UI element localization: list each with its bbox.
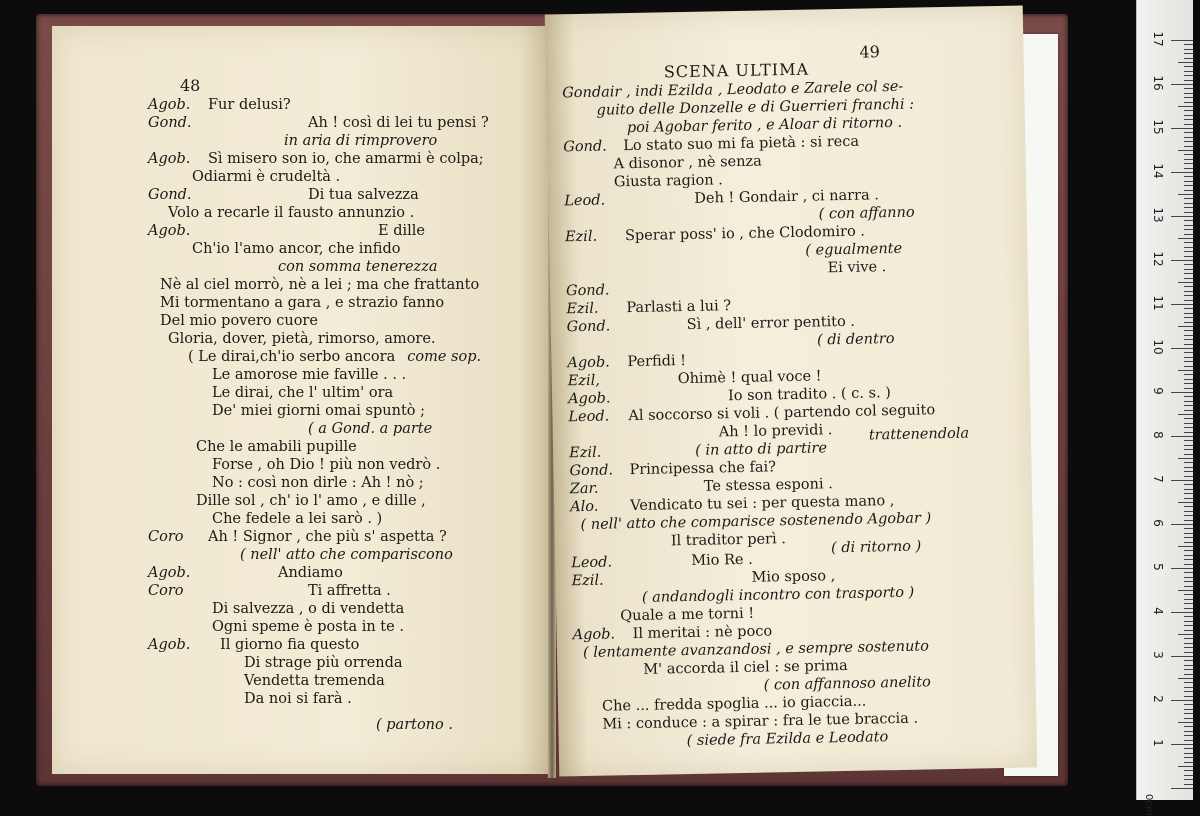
ruler-tick: [1184, 572, 1193, 573]
ruler-tick: [1184, 423, 1193, 424]
ruler-number: 2: [1151, 695, 1165, 703]
ruler-number: 7: [1151, 475, 1165, 483]
ruler-tick: [1184, 616, 1193, 617]
ruler-tick: [1184, 234, 1193, 235]
ruler-tick: [1184, 225, 1193, 226]
left-line: ( partono .: [376, 717, 453, 733]
ruler-tick: [1184, 770, 1193, 771]
ruler-tick: [1184, 559, 1193, 560]
ruler-number: 13: [1151, 207, 1165, 223]
right-speaker: Gond.: [569, 462, 614, 480]
right-speaker: Agob.: [567, 354, 610, 372]
right-line: trattenendola: [868, 425, 970, 444]
ruler-tick: [1184, 110, 1193, 111]
ruler-tick: [1184, 731, 1193, 732]
ruler-tick: [1178, 106, 1193, 107]
ruler-tick: [1184, 71, 1193, 72]
ruler-tick: [1184, 674, 1193, 675]
ruler-tick: [1184, 718, 1193, 719]
ruler-tick: [1184, 489, 1193, 490]
right-line: Giusta ragion .: [613, 172, 723, 191]
ruler-tick: [1184, 242, 1193, 243]
right-line: Sì , dell' error pentito .: [686, 313, 856, 333]
ruler-number: 4: [1151, 607, 1165, 615]
right-speaker: Agob.: [567, 390, 611, 408]
ruler-tick: [1184, 278, 1193, 279]
ruler-tick: [1178, 326, 1193, 327]
right-line: Lo stato suo mi fa pietà : si reca: [623, 133, 860, 155]
ruler-tick: [1184, 682, 1193, 683]
ruler-tick: [1178, 194, 1193, 195]
left-page: [52, 26, 550, 774]
ruler-tick: [1184, 396, 1193, 397]
ruler-tick: [1184, 647, 1193, 648]
left-line: Le amorose mie faville . . .: [212, 367, 407, 383]
right-speaker: Leod.: [571, 554, 613, 572]
ruler-number: 10: [1151, 339, 1165, 355]
ruler-tick: [1184, 704, 1193, 705]
right-speaker: Gond.: [566, 318, 611, 336]
ruler-tick: [1184, 132, 1193, 133]
ruler-tick: [1171, 700, 1193, 701]
ruler-tick: [1178, 766, 1193, 767]
left-line: Le dirai, che l' ultim' ora: [212, 385, 394, 401]
right-line: poi Agobar ferito , e Aloar di ritorno .: [626, 114, 903, 137]
ruler-tick: [1184, 449, 1193, 450]
right-line: ( egualmente: [805, 240, 903, 259]
ruler-tick: [1184, 498, 1193, 499]
right-line: Che ... fredda spoglia ... io giaccia...: [601, 693, 867, 715]
ruler-tick: [1178, 458, 1193, 459]
ruler-tick: [1184, 383, 1193, 384]
ruler-number: 8: [1151, 431, 1165, 439]
ruler-tick: [1184, 66, 1193, 67]
ruler-tick: [1184, 564, 1193, 565]
page-number-left: 48: [180, 76, 201, 95]
right-line: ( siede fra Ezilda e Leodato: [686, 729, 889, 750]
ruler-tick: [1184, 427, 1193, 428]
ruler-tick: [1178, 238, 1193, 239]
ruler-tick: [1184, 665, 1193, 666]
left-speaker: Agob.: [148, 223, 191, 239]
ruler-tick: [1184, 388, 1193, 389]
ruler-tick: [1184, 520, 1193, 521]
ruler-number: 16: [1151, 75, 1165, 91]
ruler-tick: [1171, 84, 1193, 85]
ruler-tick: [1184, 93, 1193, 94]
scene-heading: SCENA ULTIMA: [663, 59, 810, 82]
left-line: in aria di rimprovero: [284, 133, 438, 149]
ruler-tick: [1184, 533, 1193, 534]
right-line: Quale a me torni !: [620, 605, 755, 625]
ruler-tick: [1184, 462, 1193, 463]
ruler-tick: [1184, 748, 1193, 749]
ruler-tick: [1178, 370, 1193, 371]
ruler-tick: [1184, 753, 1193, 754]
ruler-tick: [1184, 313, 1193, 314]
right-line: Parlasti a lui ?: [626, 298, 732, 317]
ruler-tick: [1184, 53, 1193, 54]
left-speaker: Agob.: [148, 151, 191, 167]
ruler-tick: [1184, 586, 1193, 587]
ruler-tick: [1184, 506, 1193, 507]
ruler-tick: [1184, 630, 1193, 631]
left-line: Odiarmi è crudeltà .: [192, 169, 341, 185]
ruler-tick: [1184, 542, 1193, 543]
page-number-right: 49: [859, 42, 881, 62]
left-speaker: Gond.: [148, 187, 192, 203]
ruler-tick: [1184, 687, 1193, 688]
ruler-tick: [1184, 198, 1193, 199]
left-line: De' miei giorni omai spuntò ;: [212, 403, 426, 419]
ruler-tick: [1171, 744, 1193, 745]
ruler-tick: [1171, 172, 1193, 173]
ruler-tick: [1171, 524, 1193, 525]
right-line: Principessa che fai?: [629, 459, 777, 479]
right-line: Ah ! lo previdi .: [718, 422, 833, 441]
ruler-tick: [1184, 44, 1193, 45]
left-line: ( nell' atto che compariscono: [240, 547, 453, 563]
ruler-tick: [1184, 88, 1193, 89]
left-line: Che fedele a lei sarò . ): [212, 511, 383, 527]
ruler-tick: [1178, 590, 1193, 591]
right-speaker: Gond.: [563, 138, 607, 156]
right-line: Il traditor perì .: [670, 531, 787, 550]
right-speaker: Ezil,: [567, 372, 601, 390]
right-line: Mio sposo ,: [751, 568, 836, 586]
right-line: Deh ! Gondair , ci narra .: [694, 187, 880, 207]
ruler-tick: [1184, 608, 1193, 609]
ruler-tick: [1184, 190, 1193, 191]
ruler-tick: [1184, 691, 1193, 692]
ruler-tick: [1184, 137, 1193, 138]
ruler-tick: [1184, 379, 1193, 380]
ruler-tick: [1184, 621, 1193, 622]
right-line: ( in atto di partire: [694, 440, 828, 459]
left-line: Ch'io l'amo ancor, che infido: [192, 241, 401, 257]
ruler-tick: [1171, 656, 1193, 657]
right-speaker: Ezil.: [569, 444, 602, 462]
ruler-tick: [1184, 432, 1193, 433]
ruler-tick: [1184, 757, 1193, 758]
ruler-tick: [1171, 392, 1193, 393]
ruler-tick: [1184, 471, 1193, 472]
left-line: Di tua salvezza: [308, 187, 419, 203]
ruler-tick: [1184, 762, 1193, 763]
ruler-tick: [1171, 216, 1193, 217]
left-speaker: Agob.: [148, 565, 191, 581]
ruler-tick: [1184, 696, 1193, 697]
ruler-tick: [1184, 124, 1193, 125]
left-line: Dille sol , ch' io l' amo , e dille ,: [196, 493, 426, 509]
ruler-tick: [1184, 550, 1193, 551]
right-line: A disonor , nè senza: [613, 153, 762, 173]
right-line: Ei vive .: [827, 259, 887, 277]
ruler-tick: [1171, 304, 1193, 305]
left-line: Sì misero son io, che amarmi è colpa;: [208, 151, 484, 167]
ruler-tick: [1184, 440, 1193, 441]
ruler-tick: [1178, 678, 1193, 679]
ruler-tick: [1178, 546, 1193, 547]
ruler-number: 1: [1151, 739, 1165, 747]
ruler-tick: [1184, 295, 1193, 296]
ruler-tick: [1184, 581, 1193, 582]
ruler-number: 12: [1151, 251, 1165, 267]
right-line: guito delle Donzelle e di Guerrieri franchi :: [596, 96, 915, 119]
right-line: ( di ritorno ): [830, 538, 922, 557]
right-line: ( lentamente avanzandosi , e sempre sostenuto: [582, 638, 930, 662]
ruler-unit: 0cm: [1143, 794, 1154, 816]
ruler-tick: [1184, 291, 1193, 292]
ruler-tick: [1184, 660, 1193, 661]
ruler-tick: [1171, 480, 1193, 481]
ruler-tick: [1184, 286, 1193, 287]
ruler-tick: [1178, 634, 1193, 635]
left-line: ( a Gond. a parte: [308, 421, 433, 437]
ruler-tick: [1184, 493, 1193, 494]
right-speaker: Agob.: [572, 626, 616, 644]
ruler-tick: [1184, 361, 1193, 362]
ruler-tick: [1184, 181, 1193, 182]
left-speaker: Agob.: [148, 637, 191, 653]
ruler-tick: [1184, 528, 1193, 529]
ruler-tick: [1184, 229, 1193, 230]
ruler-tick: [1184, 220, 1193, 221]
right-line: Ohimè ! qual voce !: [677, 368, 822, 388]
left-line: con somma tenerezza: [278, 259, 438, 275]
ruler-tick: [1178, 150, 1193, 151]
left-line-tail: come sop.: [407, 349, 482, 365]
ruler-tick: [1184, 273, 1193, 274]
ruler-tick: [1184, 49, 1193, 50]
left-line: Ogni speme è posta in te .: [212, 619, 404, 635]
ruler-tick: [1184, 669, 1193, 670]
ruler-tick: [1184, 511, 1193, 512]
ruler-number: 14: [1151, 163, 1165, 179]
left-line: Ti affretta .: [308, 583, 391, 599]
right-line: Gondair , indi Ezilda , Leodato e Zarele col se-: [562, 78, 904, 102]
left-line: Che le amabili pupille: [196, 439, 357, 455]
right-line: ( con affannoso anelito: [763, 674, 931, 694]
right-speaker: Zar.: [569, 480, 599, 498]
ruler-tick: [1184, 163, 1193, 164]
right-line: M' accorda il ciel : se prima: [643, 657, 848, 678]
ruler-number: 3: [1151, 651, 1165, 659]
ruler-tick: [1184, 317, 1193, 318]
ruler-tick: [1184, 374, 1193, 375]
ruler-tick: [1184, 146, 1193, 147]
right-speaker: Ezil.: [566, 300, 599, 318]
ruler-tick: [1184, 775, 1193, 776]
ruler-tick: [1184, 713, 1193, 714]
left-line: Ah ! Signor , che più s' aspetta ?: [208, 529, 447, 545]
left-line: Forse , oh Dio ! più non vedrò .: [212, 457, 441, 473]
ruler-tick: [1184, 643, 1193, 644]
ruler-tick: [1184, 652, 1193, 653]
left-line: Il giorno fia questo: [220, 637, 360, 653]
ruler-tick: [1184, 269, 1193, 270]
left-line: Vendetta tremenda: [244, 673, 385, 689]
ruler-tick: [1178, 414, 1193, 415]
right-line: ( con affanno: [818, 204, 915, 223]
ruler-tick: [1184, 401, 1193, 402]
ruler-tick: [1184, 599, 1193, 600]
left-line: Di strage più orrenda: [244, 655, 403, 671]
ruler-tick: [1178, 502, 1193, 503]
ruler-tick: [1184, 344, 1193, 345]
ruler-tick: [1171, 128, 1193, 129]
ruler-number: 11: [1151, 295, 1165, 311]
right-line: Te stessa esponi .: [703, 476, 833, 495]
ruler-number: 15: [1151, 119, 1165, 135]
left-line: ( Le dirai,ch'io serbo ancora come sop.: [188, 349, 482, 365]
ruler-tick: [1184, 366, 1193, 367]
ruler-tick: [1184, 75, 1193, 76]
right-speaker: Leod.: [564, 192, 606, 210]
ruler-tick: [1184, 58, 1193, 59]
ruler-tick: [1184, 141, 1193, 142]
ruler-tick: [1171, 40, 1193, 41]
ruler-tick: [1184, 203, 1193, 204]
ruler-tick: [1184, 154, 1193, 155]
ruler-tick: [1184, 594, 1193, 595]
ruler-tick: [1184, 97, 1193, 98]
ruler-tick: [1184, 159, 1193, 160]
right-speaker: Leod.: [568, 408, 610, 426]
ruler-tick: [1184, 339, 1193, 340]
right-line: Sperar poss' io , che Clodomiro .: [624, 223, 866, 245]
right-line: Mi : conduce : a spirar : fra le tue braccia .: [602, 710, 919, 733]
measuring-ruler: [1136, 0, 1193, 816]
ruler-tick: [1184, 515, 1193, 516]
ruler-tick: [1184, 80, 1193, 81]
ruler-tick: [1184, 102, 1193, 103]
ruler-tick: [1184, 352, 1193, 353]
left-speaker: Agob.: [148, 97, 191, 113]
ruler-tick: [1184, 410, 1193, 411]
ruler-tick: [1184, 405, 1193, 406]
left-line: Ah ! così di lei tu pensi ?: [308, 115, 489, 131]
ruler-tick: [1184, 555, 1193, 556]
ruler-tick: [1184, 357, 1193, 358]
left-line: Nè al ciel morrò, nè a lei ; ma che frattanto: [160, 277, 480, 293]
right-line: ( di dentro: [816, 331, 895, 349]
ruler-tick: [1171, 788, 1193, 789]
left-line: No : così non dirle : Ah ! nò ;: [212, 475, 424, 491]
ruler-tick: [1184, 185, 1193, 186]
ruler-tick: [1184, 335, 1193, 336]
ruler-tick: [1184, 709, 1193, 710]
ruler-tick: [1184, 454, 1193, 455]
ruler-tick: [1184, 251, 1193, 252]
ruler-tick: [1184, 207, 1193, 208]
ruler-tick: [1171, 612, 1193, 613]
ruler-number: 5: [1151, 563, 1165, 571]
right-line: Il meritai : nè poco: [632, 623, 773, 643]
left-line: Da noi si farà .: [244, 691, 352, 707]
ruler-tick: [1184, 577, 1193, 578]
right-line: ( andandogli incontro con trasporto ): [641, 584, 915, 606]
ruler-tick: [1184, 603, 1193, 604]
ruler-tick: [1184, 300, 1193, 301]
left-line: E dille: [378, 223, 425, 239]
left-line: Di salvezza , o di vendetta: [212, 601, 405, 617]
ruler-tick: [1184, 779, 1193, 780]
ruler-tick: [1184, 308, 1193, 309]
ruler-tick: [1184, 247, 1193, 248]
left-line: Fur delusi?: [208, 97, 291, 113]
ruler-tick: [1184, 467, 1193, 468]
left-line: Mi tormentano a gara , e strazio fanno: [160, 295, 445, 311]
ruler-tick: [1184, 115, 1193, 116]
ruler-tick: [1184, 484, 1193, 485]
right-speaker: Ezil.: [564, 228, 598, 246]
ruler-tick: [1184, 418, 1193, 419]
ruler-tick: [1184, 537, 1193, 538]
ruler-tick: [1184, 119, 1193, 120]
ruler-number: 17: [1151, 31, 1165, 47]
left-speaker: Coro: [148, 583, 184, 599]
right-line: Al soccorso si voli . ( partendo col seguito: [628, 402, 936, 425]
ruler-number: 6: [1151, 519, 1165, 527]
ruler-tick: [1184, 212, 1193, 213]
ruler-tick: [1178, 62, 1193, 63]
right-speaker: Gond.: [565, 282, 610, 300]
left-speaker: Coro: [148, 529, 184, 545]
ruler-tick: [1184, 256, 1193, 257]
ruler-tick: [1184, 735, 1193, 736]
right-line: Io son tradito . ( c. s. ): [727, 385, 892, 405]
ruler-tick: [1184, 638, 1193, 639]
ruler-tick: [1184, 740, 1193, 741]
left-line: Gloria, dover, pietà, rimorso, amore.: [168, 331, 436, 347]
ruler-tick: [1184, 726, 1193, 727]
ruler-tick: [1171, 568, 1193, 569]
right-line: ( nell' atto che comparisce sostenendo Agobar ): [580, 510, 932, 534]
ruler-tick: [1178, 282, 1193, 283]
right-speaker: Alo.: [570, 498, 599, 516]
left-speaker: Gond.: [148, 115, 192, 131]
left-line: Del mio povero cuore: [160, 313, 318, 329]
ruler-tick: [1184, 264, 1193, 265]
ruler-tick: [1171, 436, 1193, 437]
ruler-tick: [1184, 625, 1193, 626]
left-line: Volo a recarle il fausto annunzio .: [168, 205, 415, 221]
ruler-tick: [1184, 784, 1193, 785]
right-page: [545, 5, 1038, 776]
right-speaker: Ezil.: [571, 572, 604, 590]
right-line: Vendicato tu sei : per questa mano ,: [630, 493, 895, 515]
ruler-tick: [1184, 322, 1193, 323]
ruler-tick: [1184, 476, 1193, 477]
right-line: Mio Re .: [691, 551, 753, 569]
ruler-tick: [1184, 176, 1193, 177]
left-line: Andiamo: [278, 565, 343, 581]
ruler-tick: [1178, 722, 1193, 723]
ruler-tick: [1171, 348, 1193, 349]
ruler-tick: [1171, 260, 1193, 261]
ruler-tick: [1184, 445, 1193, 446]
ruler-tick: [1184, 330, 1193, 331]
right-line: Perfidi !: [627, 353, 687, 371]
ruler-number: 9: [1151, 387, 1165, 395]
ruler-tick: [1184, 168, 1193, 169]
